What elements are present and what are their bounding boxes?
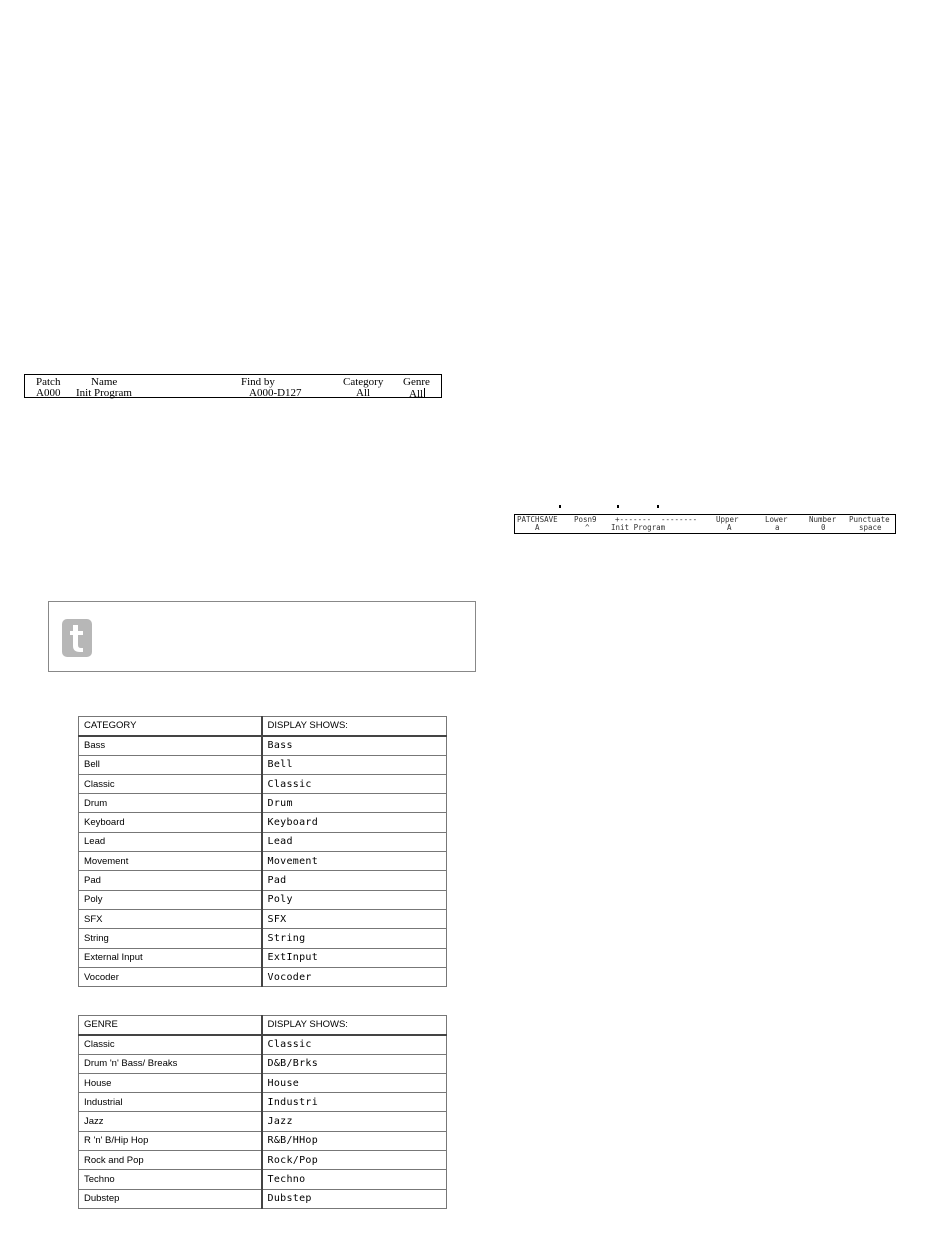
name-arrow-right: --------: [661, 515, 698, 524]
display-cell: R&B/HHop: [262, 1131, 447, 1150]
name-cell: Dubstep: [79, 1189, 262, 1208]
name-cell: Pad: [79, 871, 262, 890]
name-cell: Vocoder: [79, 967, 262, 986]
display-cell: Bell: [262, 755, 447, 774]
tip-box: [48, 601, 476, 672]
table-row: [79, 774, 447, 793]
display-cell: Jazz: [262, 1112, 447, 1131]
table-row: [79, 909, 447, 928]
name-cell: Industrial: [79, 1093, 262, 1112]
punctuate-header: Punctuate: [849, 515, 890, 524]
name-cell: Classic: [79, 1035, 262, 1054]
display-cell: House: [262, 1073, 447, 1092]
display-cell: Lead: [262, 832, 447, 851]
name-cell: SFX: [79, 909, 262, 928]
patchsave-header: PATCHSAVE: [517, 515, 558, 524]
upper-header: Upper: [716, 515, 739, 524]
number-value: 0: [821, 523, 826, 532]
text-cursor: [424, 388, 425, 398]
display-cell: Keyboard: [262, 813, 447, 832]
display-cell: Classic: [262, 1035, 447, 1054]
category-table-body: [79, 717, 447, 987]
category-table: [78, 716, 447, 987]
find-by-value: A000-D127: [249, 387, 302, 399]
column-header: DISPLAY SHOWS:: [262, 1016, 447, 1035]
table-row: [79, 1112, 447, 1131]
display-cell: Pad: [262, 871, 447, 890]
table-row: [79, 832, 447, 851]
genre-value-wrap: [409, 388, 425, 400]
name-cell: Lead: [79, 832, 262, 851]
table-row: [79, 1151, 447, 1170]
name-cell: Movement: [79, 852, 262, 871]
table-row: [79, 1170, 447, 1189]
table-row: [79, 890, 447, 909]
column-header: DISPLAY SHOWS:: [262, 717, 447, 736]
name-cell: Poly: [79, 890, 262, 909]
display-cell: Movement: [262, 852, 447, 871]
name-cell: Rock and Pop: [79, 1151, 262, 1170]
display-cell: ExtInput: [262, 948, 447, 967]
name-cell: Bass: [79, 736, 262, 755]
name-cell: Keyboard: [79, 813, 262, 832]
display-cell: Classic: [262, 774, 447, 793]
display-cell: Poly: [262, 890, 447, 909]
name-cell: String: [79, 929, 262, 948]
upper-value: A: [727, 523, 732, 532]
genre-table-body: [79, 1016, 447, 1209]
position-header: Posn9: [574, 515, 597, 524]
display-cell: Techno: [262, 1170, 447, 1189]
patchsave-value: A: [535, 523, 540, 532]
table-row: [79, 1093, 447, 1112]
patch-header: Patch: [36, 376, 61, 388]
tip-t-icon: [62, 619, 92, 657]
name-value: Init Program: [76, 387, 132, 399]
column-header: GENRE: [79, 1016, 262, 1035]
lower-value: a: [775, 523, 780, 532]
display-cell: String: [262, 929, 447, 948]
name-arrow-left: +-------: [615, 515, 652, 524]
punctuate-value: space: [859, 523, 882, 532]
table-row: [79, 967, 447, 986]
table-row: [79, 948, 447, 967]
table-row: [79, 1189, 447, 1208]
table-row: [79, 1035, 447, 1054]
display-cell: Industri: [262, 1093, 447, 1112]
display-cell: D&B/Brks: [262, 1054, 447, 1073]
patch-save-display: [514, 514, 896, 534]
name-cell: House: [79, 1073, 262, 1092]
name-cell: Bell: [79, 755, 262, 774]
category-header: Category: [343, 376, 384, 388]
cursor-mark: [657, 505, 659, 508]
name-cell: Drum 'n' Bass/ Breaks: [79, 1054, 262, 1073]
table-row: [79, 1073, 447, 1092]
display-cell: Dubstep: [262, 1189, 447, 1208]
cursor-mark: [559, 505, 561, 508]
table-row: [79, 755, 447, 774]
name-cell: R 'n' B/Hip Hop: [79, 1131, 262, 1150]
column-header: CATEGORY: [79, 717, 262, 736]
name-header: Name: [91, 376, 118, 388]
position-value: ^: [585, 523, 590, 532]
display-cell: Drum: [262, 794, 447, 813]
table-row: [79, 813, 447, 832]
number-header: Number: [809, 515, 837, 524]
patch-browser-display: [24, 374, 442, 398]
display-cursor-marks: [555, 505, 685, 511]
genre-header: Genre: [403, 376, 430, 388]
find-by-header: Find by: [241, 376, 275, 388]
genre-value: All: [409, 388, 424, 400]
name-cell: Classic: [79, 774, 262, 793]
patch-value: A000: [36, 387, 61, 399]
genre-table: [78, 1015, 447, 1209]
display-cell: Rock/Pop: [262, 1151, 447, 1170]
category-value: All: [356, 387, 371, 399]
name-cell: Techno: [79, 1170, 262, 1189]
cursor-mark: [617, 505, 619, 508]
display-cell: SFX: [262, 909, 447, 928]
patch-name-value: Init Program: [611, 523, 666, 532]
display-cell: Vocoder: [262, 967, 447, 986]
name-cell: External Input: [79, 948, 262, 967]
table-row: [79, 1054, 447, 1073]
table-row: [79, 736, 447, 755]
lower-header: Lower: [765, 515, 788, 524]
table-row: [79, 929, 447, 948]
table-row: [79, 1131, 447, 1150]
name-cell: Jazz: [79, 1112, 262, 1131]
display-cell: Bass: [262, 736, 447, 755]
name-cell: Drum: [79, 794, 262, 813]
table-header-row: [79, 1016, 447, 1035]
table-row: [79, 852, 447, 871]
table-header-row: [79, 717, 447, 736]
table-row: [79, 794, 447, 813]
table-row: [79, 871, 447, 890]
